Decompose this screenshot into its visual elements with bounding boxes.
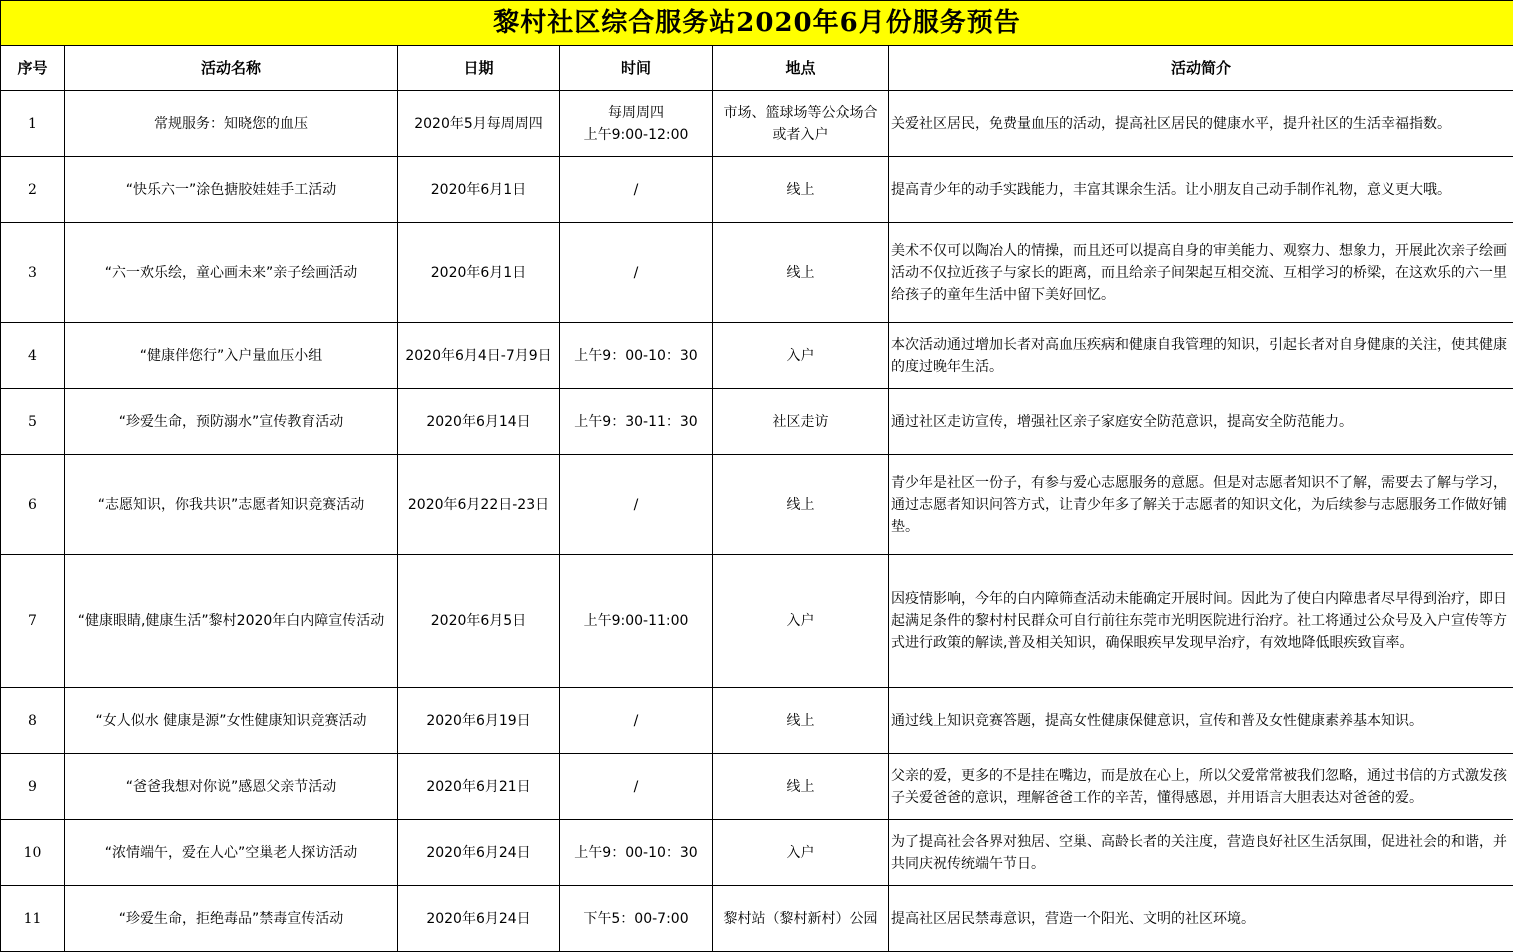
activity-description: 为了提高社会各界对独居、空巢、高龄长者的关注度，营造良好社区生活氛围，促进社会的和谐，并共同庆祝传统端午节日。 (889, 820, 1513, 886)
activity-place: 线上 (713, 223, 889, 323)
table-row (1, 886, 1513, 952)
header-row (1, 46, 1513, 91)
row-number: 11 (1, 886, 65, 952)
row-number: 4 (1, 323, 65, 389)
row-number: 9 (1, 754, 65, 820)
activity-time: / (560, 688, 713, 754)
activity-place: 黎村站（黎村新村）公园 (713, 886, 889, 952)
activity-description: 美术不仅可以陶冶人的情操，而且还可以提高自身的审美能力、观察力、想象力，开展此次亲子绘画活动不仅拉近孩子与家长的距离，而且给亲子间架起互相交流、互相学习的桥梁，在这欢乐的六一里给孩子的童年生活中留下美好回忆。 (889, 223, 1513, 323)
activity-description: 提高青少年的动手实践能力，丰富其课余生活。让小朋友自己动手制作礼物，意义更大哦。 (889, 157, 1513, 223)
activity-description: 父亲的爱，更多的不是挂在嘴边，而是放在心上，所以父爱常常被我们忽略，通过书信的方式激发孩子关爱爸爸的意识，理解爸爸工作的辛苦，懂得感恩，并用语言大胆表达对爸爸的爱。 (889, 754, 1513, 820)
activity-name: “珍爱生命，预防溺水”宣传教育活动 (65, 389, 398, 455)
activity-place: 入户 (713, 555, 889, 688)
activity-name: “快乐六一”涂色搪胶娃娃手工活动 (65, 157, 398, 223)
row-number: 8 (1, 688, 65, 754)
header-desc: 活动简介 (889, 46, 1513, 91)
activity-date: 2020年6月4日-7月9日 (398, 323, 560, 389)
activity-place: 入户 (713, 820, 889, 886)
header-name: 活动名称 (65, 46, 398, 91)
activity-place: 线上 (713, 157, 889, 223)
activity-time: / (560, 223, 713, 323)
activity-time: 每周周四 上午9:00-12:00 (560, 91, 713, 157)
activity-place: 线上 (713, 688, 889, 754)
header-date: 日期 (398, 46, 560, 91)
title-row (1, 1, 1513, 46)
activity-date: 2020年6月1日 (398, 157, 560, 223)
activity-place: 线上 (713, 455, 889, 555)
activity-time: / (560, 754, 713, 820)
activity-date: 2020年6月14日 (398, 389, 560, 455)
activity-description: 本次活动通过增加长者对高血压疾病和健康自我管理的知识，引起长者对自身健康的关注，使其健康的度过晚年生活。 (889, 323, 1513, 389)
header-time: 时间 (560, 46, 713, 91)
activity-time: 下午5：00-7:00 (560, 886, 713, 952)
activity-name: “浓情端午，爱在人心”空巢老人探访活动 (65, 820, 398, 886)
activity-place: 市场、篮球场等公众场合 或者入户 (713, 91, 889, 157)
row-number: 6 (1, 455, 65, 555)
activity-time: / (560, 157, 713, 223)
header-place: 地点 (713, 46, 889, 91)
activity-time: 上午9:00-11:00 (560, 555, 713, 688)
activity-date: 2020年6月1日 (398, 223, 560, 323)
activity-date: 2020年6月5日 (398, 555, 560, 688)
row-number: 2 (1, 157, 65, 223)
activity-description: 因疫情影响，今年的白内障筛查活动未能确定开展时间。因此为了使白内障患者尽早得到治疗，即日起满足条件的黎村村民群众可自行前往东莞市光明医院进行治疗。社工将通过公众号及入户宣传等方式进行政策的解读,普及相关知识，确保眼疾早发现早治疗，有效地降低眼疾致盲率。 (889, 555, 1513, 688)
table-row (1, 688, 1513, 754)
activity-date: 2020年5月每周周四 (398, 91, 560, 157)
row-number: 1 (1, 91, 65, 157)
table-row (1, 754, 1513, 820)
activity-description: 提高社区居民禁毒意识，营造一个阳光、文明的社区环境。 (889, 886, 1513, 952)
activity-time: / (560, 455, 713, 555)
activity-place: 社区走访 (713, 389, 889, 455)
table-row (1, 323, 1513, 389)
activity-name: “健康眼睛,健康生活”黎村2020年白内障宣传活动 (65, 555, 398, 688)
activity-date: 2020年6月24日 (398, 886, 560, 952)
row-number: 3 (1, 223, 65, 323)
activity-name: “珍爱生命，拒绝毒品”禁毒宣传活动 (65, 886, 398, 952)
table-row (1, 223, 1513, 323)
activity-date: 2020年6月24日 (398, 820, 560, 886)
activity-description: 通过线上知识竞赛答题，提高女性健康保健意识，宣传和普及女性健康素养基本知识。 (889, 688, 1513, 754)
activity-date: 2020年6月22日-23日 (398, 455, 560, 555)
activity-date: 2020年6月21日 (398, 754, 560, 820)
page-title: 黎村社区综合服务站2020年6月份服务预告 (1, 1, 1513, 46)
activity-time: 上午9：00-10：30 (560, 820, 713, 886)
activity-name: “爸爸我想对你说”感恩父亲节活动 (65, 754, 398, 820)
activity-place: 入户 (713, 323, 889, 389)
activity-name: “健康伴您行”入户量血压小组 (65, 323, 398, 389)
table-row (1, 389, 1513, 455)
activity-time: 上午9：30-11：30 (560, 389, 713, 455)
activity-description: 通过社区走访宣传，增强社区亲子家庭安全防范意识，提高安全防范能力。 (889, 389, 1513, 455)
activity-place: 线上 (713, 754, 889, 820)
activity-date: 2020年6月19日 (398, 688, 560, 754)
row-number: 10 (1, 820, 65, 886)
table-row (1, 820, 1513, 886)
activity-name: “六一欢乐绘，童心画未来”亲子绘画活动 (65, 223, 398, 323)
activity-description: 关爱社区居民，免费量血压的活动，提高社区居民的健康水平，提升社区的生活幸福指数。 (889, 91, 1513, 157)
table-row (1, 157, 1513, 223)
activity-name: “女人似水 健康是源”女性健康知识竞赛活动 (65, 688, 398, 754)
activity-name: “志愿知识，你我共识”志愿者知识竞赛活动 (65, 455, 398, 555)
table-row (1, 555, 1513, 688)
row-number: 7 (1, 555, 65, 688)
activity-name: 常规服务：知晓您的血压 (65, 91, 398, 157)
activity-description: 青少年是社区一份子，有参与爱心志愿服务的意愿。但是对志愿者知识不了解，需要去了解与学习，通过志愿者知识问答方式，让青少年多了解关于志愿者的知识文化，为后续参与志愿服务工作做好铺垫。 (889, 455, 1513, 555)
row-number: 5 (1, 389, 65, 455)
header-no: 序号 (1, 46, 65, 91)
table-row (1, 91, 1513, 157)
table-body (1, 91, 1513, 952)
activity-time: 上午9：00-10：30 (560, 323, 713, 389)
table-row (1, 455, 1513, 555)
